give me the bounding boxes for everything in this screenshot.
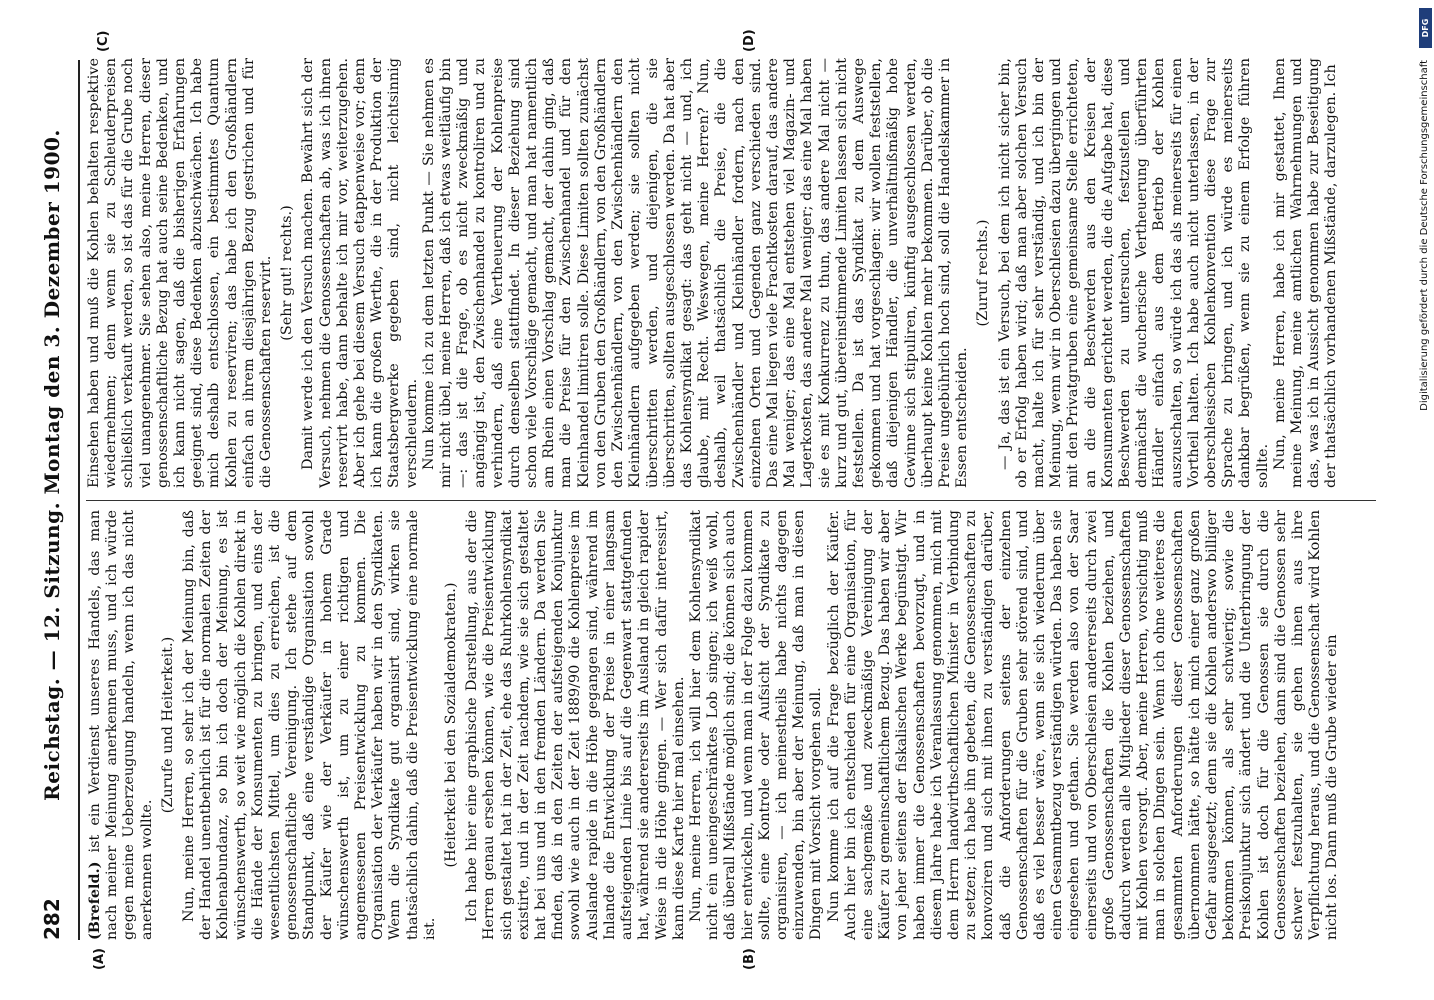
paragraph: Damit werde ich den Versuch machen. Bewährt sich der Versuch, nehmen die Genossenschaften ab, was ich ihnen reservirt habe, dann behalte ich mir vor, weiterzugehen. Aber ich gehe bei diesem Versuch etappenweise vor; denn ich kann die großen Werthe, die in der Produktion der Staatsbergwerke gegeben sind, nicht leichtsinnig verschleudern. bbox=[300, 58, 420, 488]
page-title: Reichstag. — 12. Sitzung. Montag den 3. Dezember 1900. bbox=[40, 129, 64, 801]
digitization-credit-strip bbox=[1416, 0, 1434, 1000]
page-number: 282 bbox=[40, 898, 64, 940]
interjection: (Zuruf rechts.) bbox=[975, 219, 992, 327]
paragraph: Nun, meine Herren, ich will hier dem Kohlensyndikat nicht ein uneingeschränktes Lob singen; ich weiß wohl, daß überall Mißstände möglich sind; die können sich auch hier entwickeln, und wenn man in der Folge dazu kommen sollte, eine Kontrole oder Aufsicht der Syndikate zu organisiren, — ich meinestheils habe nichts dagegen einzuwenden, bin aber der Meinung, daß man in diesen Dingen mit Vorsicht vorgehen soll. bbox=[687, 510, 825, 940]
paragraph: — Ja, das ist ein Versuch, bei dem ich nicht sicher bin, ob er Erfolg haben wird; daß man aber solchen Versuch macht, halte ich für sehr verständig, und ich bin der Meinung, wenn wir in Oberschlesien dazu übergingen und mit den Privatgruben eine gemeinsame Stelle errichteten, an die die Beschwerden aus den Kreisen der Konsumenten gerichtet werden, die die Aufgabe hat, diese Beschwerden zu untersuchen, festzustellen und demnächst die wucherische Vertheuerung überführten Händler einfach aus dem Betrieb der Kohlen auszuschalten, so würde ich das als meinerseits für einen Vortheil halten. Ich habe auch nicht unterlassen, in der oberschlesischen Kohlenkonvention diese Frage zur Sprache zu bringen, und ich würde es meinerseits dankbar begrüßen, wenn sie zu einem Erfolge führen sollte. bbox=[996, 58, 1271, 488]
dfg-logo-text: DFG bbox=[1421, 18, 1430, 38]
interjection: (Heiterkeit bei den Sozialdemokraten.) bbox=[443, 582, 460, 868]
digitization-credit: Digitalisierung gefördert durch die Deutsche Forschungsgemeinschaft bbox=[1419, 60, 1430, 411]
paragraph: Nun, meine Herren, so sehr ich der Meinung bin, daß der Handel unentbehrlich ist für die normalen Zeiten der Kohlenabundanz, so bin ich doch der Meinung, es ist wünschenswerth, so weit wie möglich die Kohlen direkt in die Hände der Konsumenten zu bringen, und eins der wesentlichsten Mittel, um dies zu erreichen, ist die genossenschaftliche Vereinigung. Ich stehe auf dem Standpunkt, daß eine verständige Organisation sowohl der Käufer wie der Verkäufer in hohem Grade wünschenswerth ist, um zu einer richtigen und angemessenen Preisentwicklung zu kommen. Die Organisation der Verkäufer haben wir in den Syndikaten. Wenn die Syndikate gut organisirt sind, wirken sie thatsächlich dahin, daß die Preisentwicklung eine normale ist. bbox=[181, 510, 438, 940]
interjection: (Sehr gut! rechts.) bbox=[279, 205, 296, 341]
margin-marker-b: (B) bbox=[742, 948, 757, 970]
interjection: (Zurufe und Heiterkeit.) bbox=[159, 636, 176, 814]
paragraph: Einsehen haben und muß die Kohlen behalten respektive wiedernehmen; denn wenn sie zu Schleuderpreisen schließlich verkauft werden, so ist das für die Grube noch viel unangenehmer. Sie sehen also, meine Herren, dieser genossenschaftliche Bezug hat auch seine Bedenken, und ich kann nicht sagen, daß die bisherigen Erfahrungen geeignet sind, diese Bedenken abzuschwächen. Ich habe mich deshalb entschlossen, ein bestimmtes Quantum Kohlen zu reserviren; das habe ich den Großhändlern einfach an ihrem diesjährigen Bezug gestrichen und für die Genossenschaften reservirt. bbox=[86, 58, 275, 488]
speaker-name: (Brefeld.) bbox=[86, 861, 103, 940]
margin-marker-a: (A) bbox=[92, 948, 107, 970]
right-column bbox=[86, 58, 1341, 488]
paragraph: Nun komme ich auf die Frage bezüglich der Käufer. Auch hier bin ich entschieden für eine Organisation, für eine sachgemäße und zweckmäßige Vereinigung der Käufer zu gemeinschaftlichem Bezug. Das haben wir aber von jeher seitens der fiskalischen Werke begünstigt. Wir haben immer die Genossenschaften bevorzugt, und in diesem Jahre habe ich Veranlassung genommen, mich mit dem Herrn landwirthschaftlichen Minister in Verbindung zu setzen; ich habe ihn gebeten, die Genossenschaften zu konvoziren und sich mit ihnen zu verständigen darüber, daß die Anforderungen seitens der einzelnen Genossenschaften für die Gruben sehr störend sind, und daß es viel besser wäre, wenn sie sich wiederum über einen Gesammtbezug verständigen würden. Das haben sie eingesehen und gethan. Sie werden also von der Saar einerseits und von Oberschlesien andererseits durch zwei große Genossenschaften die Kohlen beziehen, und dadurch werden alle Mitglieder dieser Genossenschaften mit Kohlen versorgt. Aber, meine Herren, vorsichtig muß man in solchen Dingen sein. Wenn ich ohne weiteres die gesammten Anforderungen dieser Genossenschaften übernommen hätte, so hätte ich mich einer ganz großen Gefahr ausgesetzt; denn sie die Kohlen anderswo billiger bekommen können, als sehr schwierig; sowie die Preiskonjunktur sich ändert und die Unterbringung der Kohlen ist doch für die Genossen sie durch die Genossenschaften beziehen, dann sind die Genossen sehr schwer festzuhalten, sie gehen ihnen aus ihre Verpflichtung heraus, und die Genossenschaft wird Kohlen nicht los. Dann muß die Grube wieder ein bbox=[825, 510, 1341, 940]
paragraph-text: ist ein Verdienst unseres Handels, das man nach meiner Meinung anerkennen muss, und ich würde gegen meine Ueberzeugung handeln, wenn ich das nicht anerkennen wollte. bbox=[87, 510, 155, 940]
paragraph: Nun, meine Herren, habe ich mir gestattet, Ihnen meine Meinung, meine amtlichen Wahrnehmungen und das, was ich in Aussicht genommen habe zur Beseitigung der thatsächlich vorhandenen Mißstände, darzulegen. Ich bbox=[1271, 58, 1340, 488]
margin-marker-d: (D) bbox=[742, 29, 757, 52]
page-header bbox=[30, 60, 80, 940]
paragraph bbox=[86, 510, 156, 940]
paragraph: Nun komme ich zu dem letzten Punkt — Sie nehmen es mir nicht übel, meine Herren, daß ich etwas weitläufig bin —: das ist die Frage, ob es nicht zweckmäßig und angängig ist, den Zwischenhandel zu kontroliren und zu verhindern, daß eine Vertheuerung der Kohlenpreise durch denselben stattfindet. In dieser Beziehung sind schon viele Vorschläge gemacht, und man hat namentlich am Rhein einen Vorschlag gemacht, der dahin ging, daß man die Preise für den Zwischenhandel und für den Kleinhandel limitiren solle. Diese Limiten sollten zunächst von den Gruben den Großhändlern, von den Großhändlern den Zwischenhändlern, von den Zwischenhändlern den Kleinhändlern aufgegeben werden; sie sollten nicht überschritten werden, und diejenigen, die sie überschritten, sollten ausgeschlossen werden. Da hat aber das Kohlensyndikat gesagt: das geht nicht — und, ich glaube, mit Recht. Weswegen, meine Herren? Nun, deshalb, weil thatsächlich die Preise, die die Zwischenhändler und Kleinhändler fordern, nach den einzelnen Orten und Gegenden ganz verschieden sind. Das eine Mal liegen viele Frachtkosten darauf, das andere Mal weniger; das eine Mal entstehen viel Magazin- und Lagerkosten, das andere Mal weniger; das eine Mal haben sie es mit Konkurrenz zu thun, das andere Mal nicht — kurz und gut, übereinstimmende Limiten lassen sich nicht feststellen. Da ist das Syndikat zu dem Auswege gekommen und hat vorgeschlagen: wir wollen feststellen, daß diejenigen Händler, die unverhältnißmäßig hohe Gewinne sich stipuliren, künftig ausgeschlossen werden, überhaupt keine Kohlen mehr bekommen. Darüber, ob die Preise ungebührlich hoch sind, soll die Handelskammer in Essen entscheiden. bbox=[420, 58, 971, 488]
margin-marker-c: (C) bbox=[96, 30, 111, 52]
paragraph: Ich habe hier eine graphische Darstellung, aus der die Herren genau ersehen können, wie die Preisentwicklung sich gestaltet hat in der Zeit, ehe das Ruhrkohlensyndikat existirte, und in der Zeit nachdem, wie sie sich gestaltet hat bei uns und in den fremden Ländern. Da werden Sie finden, daß in den Zeiten der aufsteigenden Konjunktur sowohl wie auch in der Zeit 1889/90 die Kohlenpreise im Auslande rapide in die Höhe gegangen sind, während im Inlande die Entwicklung der Preise in einer langsam aufsteigenden Linie bis auf die Gegenwart stattgefunden hat, während sie andererseits im Ausland in gleich rapider Weise in die Höhe gingen. — Wer sich dafür interessirt, kann diese Karte hier mal einsehen. bbox=[464, 510, 687, 940]
left-column bbox=[86, 510, 1342, 940]
column-divider bbox=[86, 500, 1376, 501]
